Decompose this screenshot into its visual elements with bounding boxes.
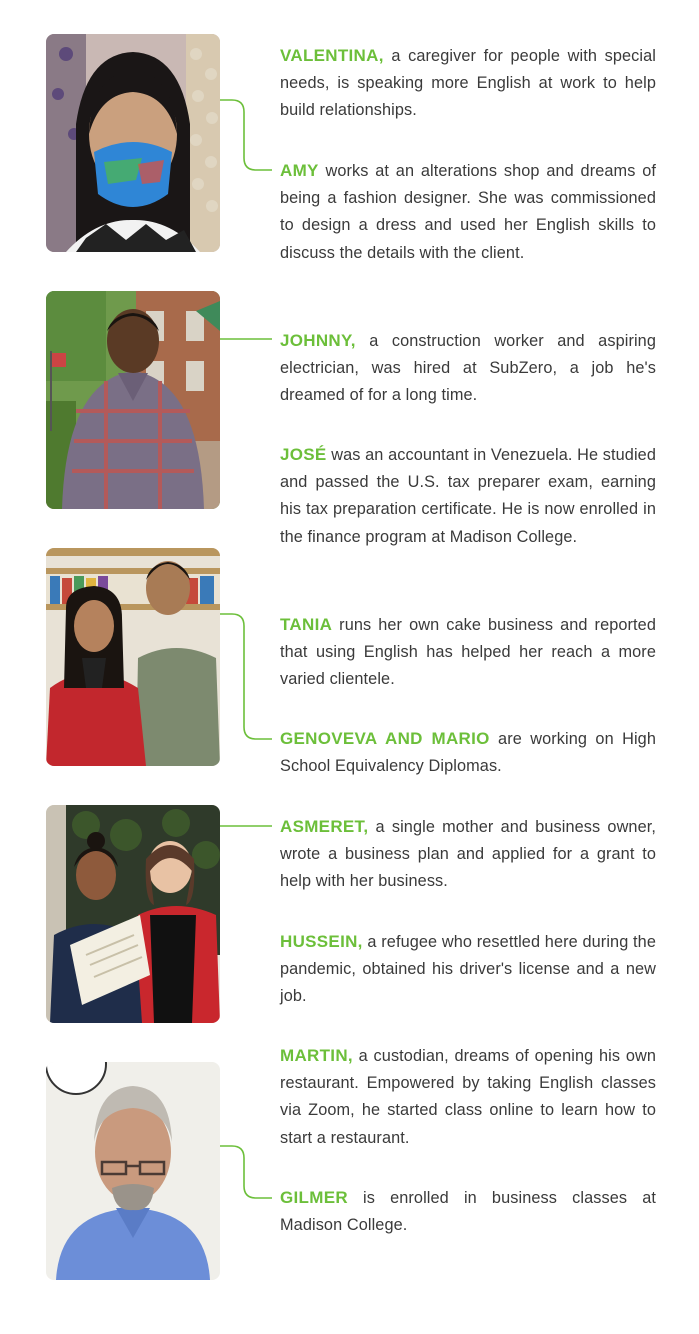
connector-tania-genoveva [220, 614, 272, 739]
story-name: GENOVEVA AND MARIO [280, 729, 490, 748]
photo-martin-gilmer [46, 1062, 220, 1280]
photo-tania-genoveva-mario [46, 548, 220, 766]
story-martin [280, 1042, 656, 1152]
story-text: are working on High School Equivalency Diplomas. [280, 730, 656, 776]
story-name: HUSSEIN, [280, 932, 363, 951]
photo-asmeret-hussein [46, 805, 220, 1023]
story-text: is enrolled in business classes at Madison College. [280, 1189, 656, 1235]
photo-valentina-amy [46, 34, 220, 252]
story-amy [280, 157, 656, 267]
connector-gilmer [220, 1146, 272, 1198]
story-gilmer [280, 1184, 656, 1239]
story-jose [280, 441, 656, 551]
story-genoveva-mario [280, 725, 656, 780]
story-name: AMY [280, 161, 319, 180]
story-text: works at an alterations shop and dreams of being a fashion designer. She was commissioned to design a dress and used her English skills to discuss the details with the client. [280, 162, 656, 262]
story-text: a construction worker and aspiring electrician, was hired at SubZero, a job he's dreamed of for a long time. [280, 332, 656, 405]
story-tania [280, 611, 656, 694]
story-name: MARTIN, [280, 1046, 353, 1065]
story-text: was an accountant in Venezuela. He studied and passed the U.S. tax preparer exam, earning his tax preparation certificate. He is now enrolled in the finance program at Madison College. [280, 446, 656, 546]
story-text: a custodian, dreams of opening his own restaurant. Empowered by taking English classes via Zoom, he started class online to learn how to start a restaurant. [280, 1047, 656, 1147]
story-name: VALENTINA, [280, 46, 384, 65]
photo-johnny-jose [46, 291, 220, 509]
story-johnny [280, 327, 656, 410]
story-valentina [280, 42, 656, 125]
story-text: a single mother and business owner, wrote a business plan and applied for a grant to help with her business. [280, 818, 656, 891]
story-text: a caregiver for people with special needs, is speaking more English at work to help build relationships. [280, 47, 656, 120]
story-text: runs her own cake business and reported that using English has helped her reach a more varied clientele. [280, 616, 656, 689]
story-name: TANIA [280, 615, 333, 634]
story-name: JOSÉ [280, 445, 327, 464]
story-name: GILMER [280, 1188, 348, 1207]
story-name: ASMERET, [280, 817, 369, 836]
story-hussein [280, 928, 656, 1011]
connector-valentina-amy [220, 100, 272, 170]
story-name: JOHNNY, [280, 331, 356, 350]
story-asmeret [280, 813, 656, 896]
story-text: a refugee who resettled here during the pandemic, obtained his driver's license and a new job. [280, 933, 656, 1006]
